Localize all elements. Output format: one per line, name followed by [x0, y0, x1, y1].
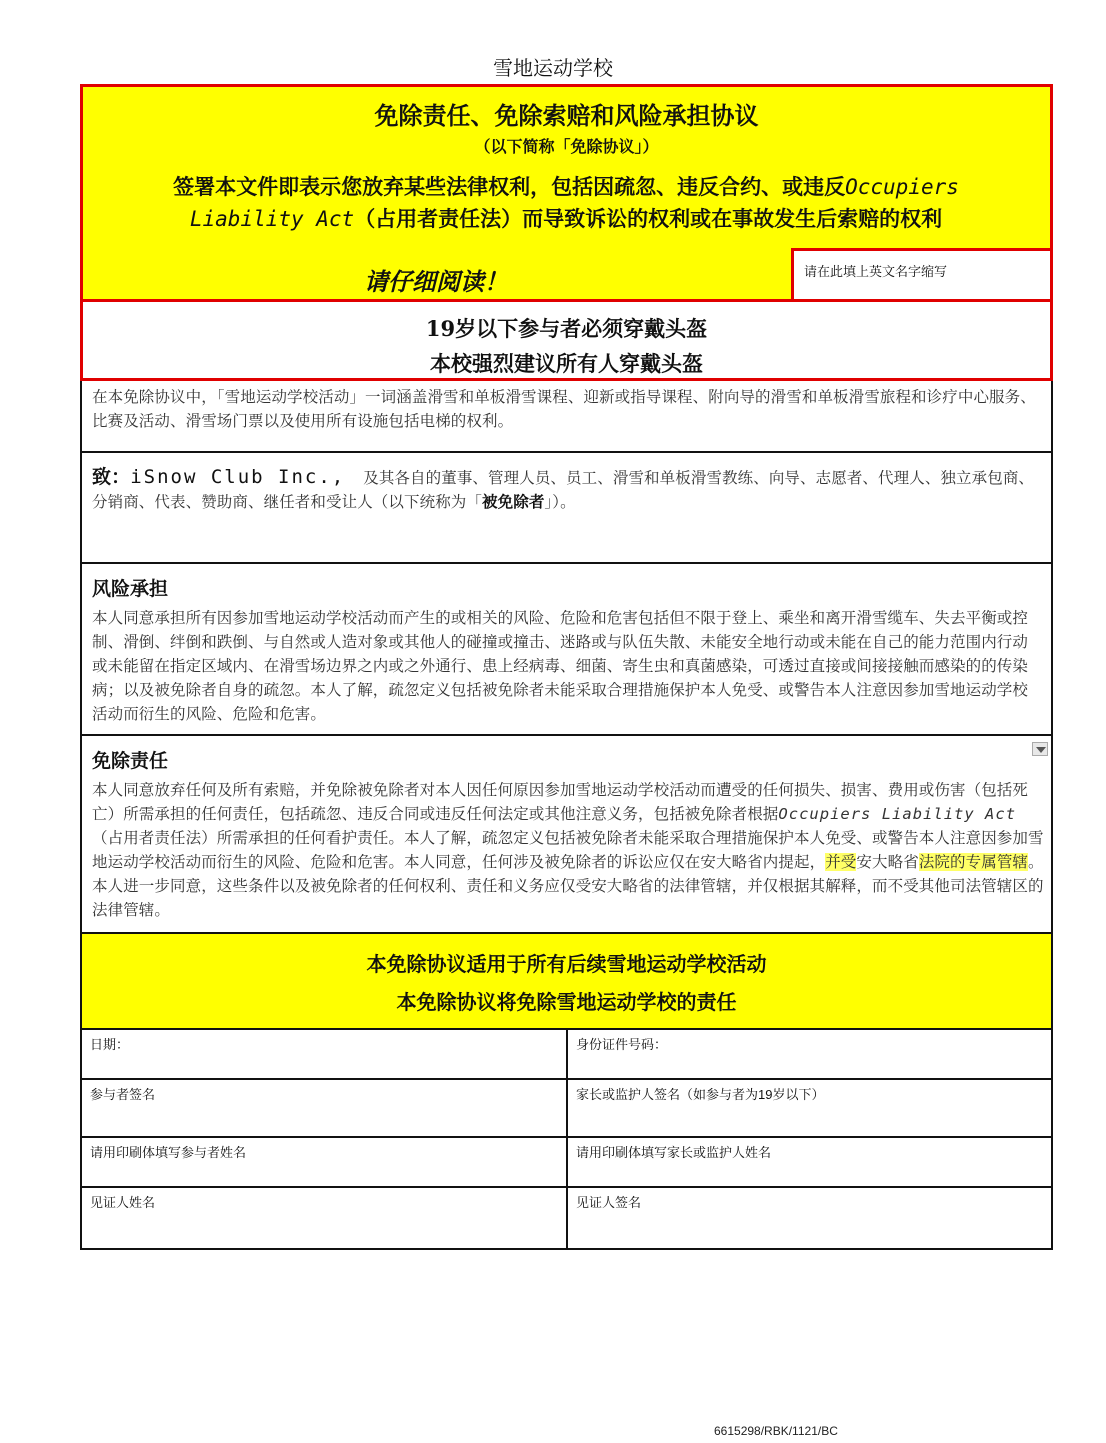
school-name: 雪地运动学校 — [493, 56, 613, 80]
helmet-line-2: 本校强烈建议所有人穿戴头盔 — [430, 351, 703, 376]
witness-signature-label: 见证人签名 — [576, 1195, 642, 1210]
helmet-line-1: 19岁以下参与者必须穿戴头盔 — [425, 316, 708, 341]
witness-signature-field[interactable] — [568, 1188, 1053, 1248]
company-name: iSnow Club Inc., — [130, 466, 346, 488]
warning-text-1: 签署本文件即表示您放弃某些法律权利，包括因疏忽、违反合约、或违反 — [173, 174, 846, 199]
release-text-4: 。本人进一步同意，这些条件以及被免除者的任何权利、责任和义务应仅受安大略省的法律管辖，并仅根据其解释，而不受其他司法管辖区的法律管辖。 — [92, 853, 1044, 919]
highlight-2: 法院的专属管辖 — [918, 853, 1029, 871]
definition-text: 在本免除协议中，「雪地运动学校活动」一词涵盖滑雪和单板滑雪课程、迎新或指导课程、附向导的滑雪和单板滑雪旅程和诊疗中心服务、比赛及活动、滑雪场门票以及使用所有设施包括电梯的权利。 — [92, 388, 1036, 430]
witness-name-label: 见证人姓名 — [90, 1195, 156, 1210]
guardian-signature-field[interactable] — [568, 1080, 1053, 1136]
release-text — [92, 778, 1044, 922]
guardian-print-field[interactable] — [568, 1138, 1053, 1186]
to-body: 及其各自的董事、管理人员、员工、滑雪和单板滑雪教练、向导、志愿者、代理人、独立承包商、分销商、代表、赞助商、继任者和受让人（以下统称为「 — [92, 469, 1035, 511]
warning-text-2: （占用者责任法）而导致诉讼的权利或在事故发生后索赔的权利 — [354, 206, 943, 231]
id-number-field[interactable] — [568, 1030, 1053, 1078]
release-text-2: （占用者责任法）所需承担的任何看护责任。本人了解，疏忽定义包括被免除者未能采取合理措施保护本人免受、或警告本人注意因参加雪地运动学校活动而衍生的风险、危险和危害。本人同意，任何涉及被免除者的诉讼应仅在安大略省内提起， — [92, 829, 1044, 871]
release-text-1: 本人同意放弃任何及所有索赔，并免除被免除者对本人因任何原因参加雪地运动学校活动而遭受的任何损失、损害、费用或伤害（包括死亡）所需承担的任何责任，包括疏忽、违反合同或违反任何法定或其他注意义务，包括被免除者根据 — [92, 781, 1029, 823]
initials-field[interactable] — [791, 248, 1053, 302]
warning-italic-1: Occupiers — [845, 175, 959, 199]
highlight-1: 并受 — [825, 853, 857, 871]
participant-signature-label: 参与者签名 — [90, 1087, 156, 1102]
release-heading: 免除责任 — [92, 750, 169, 772]
document-code: 6615298/RBK/1121/BC — [714, 1424, 838, 1438]
initials-label: 请在此填上英文名字缩写 — [804, 264, 948, 279]
release-text-3: 安大略省 — [856, 853, 919, 871]
guardian-print-label: 请用印刷体填写家长或监护人姓名 — [576, 1145, 772, 1160]
to-text — [92, 465, 1042, 514]
signature-form — [80, 1030, 1053, 1250]
applies-line-2: 本免除协议将免除雪地运动学校的责任 — [396, 990, 737, 1014]
definition-section — [80, 381, 1053, 453]
guardian-signature-label: 家长或监护人签名（如参与者为19岁以下） — [576, 1087, 825, 1102]
read-carefully: 请仔细阅读！ — [364, 267, 508, 296]
waiver-title: 免除责任、免除索赔和风险承担协议 — [374, 101, 759, 130]
to-prefix: 致： — [92, 466, 131, 488]
id-number-label: 身份证件号码： — [576, 1037, 668, 1052]
to-section — [80, 453, 1053, 564]
dropdown-arrow-icon[interactable] — [1032, 742, 1048, 756]
waiver-subtitle: （以下简称「免除协议」） — [474, 137, 659, 156]
witness-name-field[interactable] — [82, 1188, 566, 1248]
date-label: 日期： — [90, 1037, 130, 1052]
applies-line-1: 本免除协议适用于所有后续雪地运动学校活动 — [366, 952, 767, 976]
legal-warning — [86, 171, 1046, 235]
risk-section — [80, 564, 1053, 736]
to-end: 」）。 — [544, 493, 576, 511]
date-field[interactable] — [82, 1030, 566, 1078]
participant-print-field[interactable] — [82, 1138, 566, 1186]
releasees-term: 被免除者 — [482, 492, 545, 511]
warning-italic-2: Liability Act — [189, 207, 355, 231]
participant-print-label: 请用印刷体填写参与者姓名 — [90, 1145, 247, 1160]
participant-signature-field[interactable] — [82, 1080, 566, 1136]
release-section — [80, 736, 1053, 934]
risk-heading: 风险承担 — [92, 578, 169, 600]
release-italic: Occupiers Liability Act — [778, 805, 1017, 823]
risk-text: 本人同意承担所有因参加雪地运动学校活动而产生的或相关的风险、危险和危害包括但不限于登上、乘坐和离开滑雪缆车、失去平衡或控制、滑倒、绊倒和跌倒、与自然或人造对象或其他人的碰撞或撞击、迷路或与队伍失散、未能安全地行动或未能在自己的能力范围内行动或未能留在指定区域内、在滑雪场边界之内或之外通行、患上经病毒、细菌、寄生虫和真菌感染，可透过直接或间接接触而感染的的传染病；以及被免除者自身的疏忽。本人了解，疏忽定义包括被免除者未能采取合理措施保护本人免受、或警告本人注意因参加雪地运动学校活动而衍生的风险、危险和危害。 — [92, 609, 1029, 723]
